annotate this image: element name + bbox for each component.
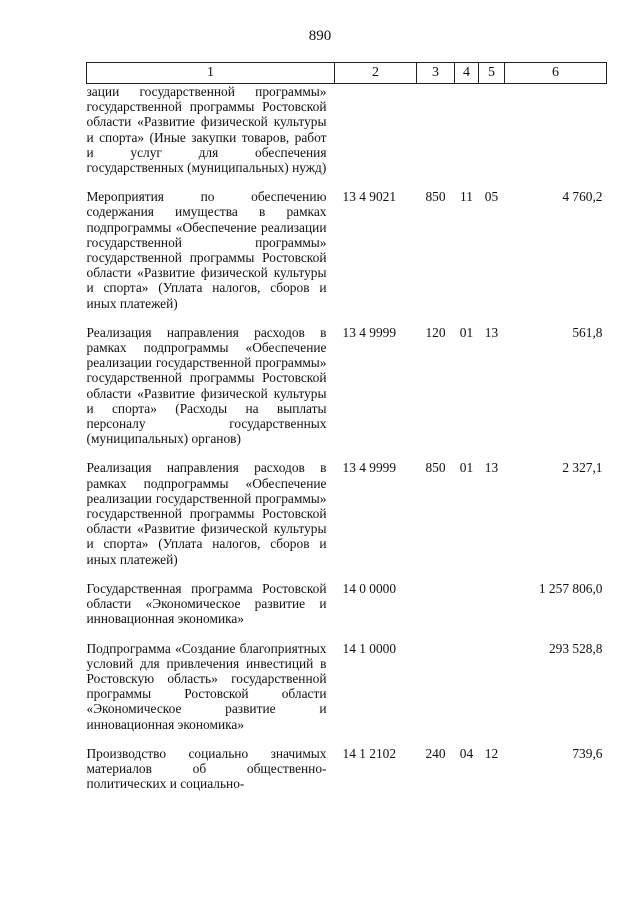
row-vr [417,641,455,746]
row-vr: 240 [425,745,446,761]
row-code [335,84,417,190]
table-row [87,325,607,461]
table-row [87,746,607,806]
row-name: Производство социально значимых материалов об общественно-политических и социально- [86,745,327,792]
row-name: Реализация направления расходов в рамках подпрограммы «Обеспечение реализации государственной программы» государственной программы Ростовской области «Развитие физической культуры и спорта» (Уплата налогов, сборов и иных платежей) [86,460,327,567]
row-vr: 850 [425,189,446,205]
column-header-code: 2 [335,63,417,84]
row-name: Мероприятия по обеспечению содержания имущества в рамках подпрограммы «Обеспечение реализации государственной программы» государственной программы Ростовской области «Развитие физической культуры и спорта» (Уплата налогов, сборов и иных платежей) [86,189,327,311]
row-vr [417,581,455,641]
row-sum [505,84,607,190]
row-code: 14 1 0000 [342,640,397,656]
column-header-rz: 4 [455,63,479,84]
row-code: 13 4 9021 [342,189,397,205]
row-pr [479,581,505,641]
row-pr: 05 [484,189,499,205]
row-code: 13 4 9999 [342,324,397,340]
table-row [87,189,607,325]
row-rz: 01 [459,324,474,340]
column-header-pr: 5 [479,63,505,84]
row-rz: 11 [460,189,473,205]
row-sum: 739,6 [572,745,603,761]
row-rz [455,641,479,746]
row-pr: 12 [484,745,499,761]
budget-table [86,62,607,805]
row-code: 14 1 2102 [342,745,397,761]
row-name: Реализация направления расходов в рамках подпрограммы «Обеспечение реализации государственной программы» государственной программы Ростовской области «Развитие физической культуры и спорта» (Расходы на выплаты персоналу государственных (муниципальных) органов) [86,324,327,447]
row-code: 14 0 0000 [342,580,397,596]
row-pr: 13 [484,460,499,476]
row-vr: 120 [425,324,446,340]
row-vr [417,84,455,190]
row-sum: 4 760,2 [562,189,603,205]
row-pr [479,84,505,190]
table-row [87,460,607,580]
row-rz: 04 [459,745,474,761]
row-name: Государственная программа Ростовской области «Экономическое развитие и инновационная экономика» [86,580,327,627]
row-rz: 01 [459,460,474,476]
row-name: Подпрограмма «Создание благоприятных условий для привлечения инвестиций в Ростовскую область» государственной программы Ростовской области «Экономическое развитие и инновационная экономика» [86,640,327,732]
row-pr [479,641,505,746]
row-sum: 293 528,8 [548,640,603,656]
row-sum: 1 257 806,0 [538,580,603,596]
row-name: зации государственной программы» государственной программы Ростовской области «Развитие физической культуры и спорта» (Иные закупки товаров, работ и услуг для обеспечения государственных (муниципальных) нужд) [86,84,327,176]
column-header-vr: 3 [417,63,455,84]
row-rz [455,84,479,190]
table-row [87,84,607,190]
column-header-name: 1 [87,63,335,84]
table-header-row [87,63,607,84]
row-sum: 2 327,1 [562,460,603,476]
row-vr: 850 [425,460,446,476]
row-pr: 13 [484,324,499,340]
row-rz [455,581,479,641]
row-sum: 561,8 [572,324,603,340]
column-header-sum: 6 [505,63,607,84]
table-row [87,641,607,746]
row-code: 13 4 9999 [342,460,397,476]
table-row [87,581,607,641]
page-number: 890 [308,28,332,44]
